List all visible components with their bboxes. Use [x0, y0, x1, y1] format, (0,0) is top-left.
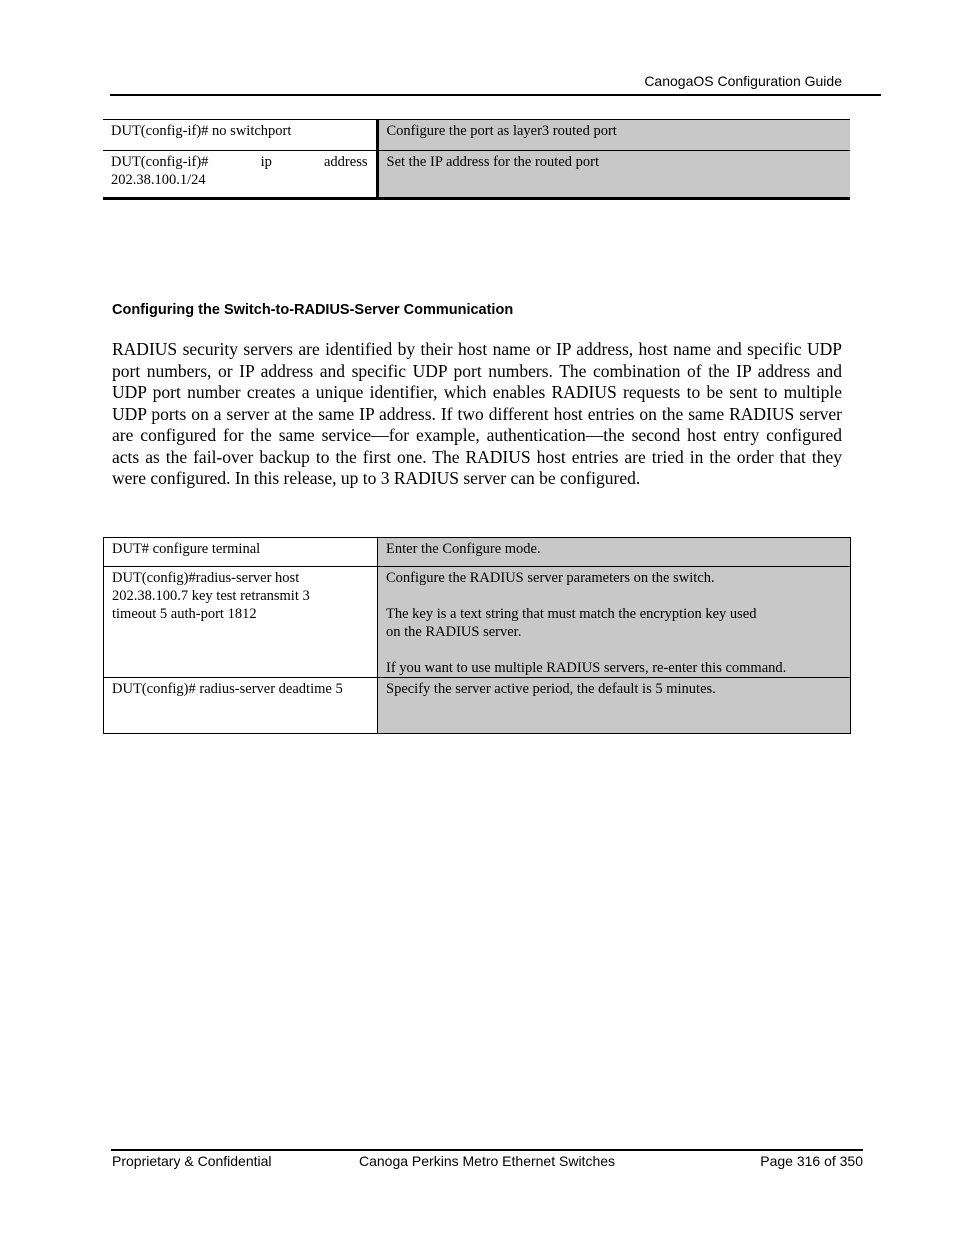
command-token: ip — [260, 154, 272, 170]
command-cell: DUT(config)# radius-server deadtime 5 — [104, 678, 378, 734]
line-gap — [386, 587, 842, 605]
guide-title: CanogaOS Configuration Guide — [644, 73, 842, 89]
footer-confidential: Proprietary & Confidential — [112, 1153, 272, 1169]
footer-company: Canoga Perkins Metro Ethernet Switches — [359, 1153, 616, 1169]
table-row — [104, 678, 851, 734]
command-line: timeout 5 auth-port 1812 — [112, 606, 257, 622]
table-row — [104, 567, 851, 678]
command-line: 202.38.100.1/24 — [111, 172, 206, 188]
footer-page-number: Page 316 of 350 — [760, 1153, 863, 1169]
description-cell: Specify the server active period, the default is 5 minutes. — [378, 678, 851, 734]
routed-port-command-table — [103, 119, 850, 200]
command-cell: DUT# configure terminal — [104, 538, 378, 567]
command-token: DUT(config-if)# — [111, 154, 209, 170]
description-cell: Set the IP address for the routed port — [377, 151, 850, 199]
description-cell — [378, 567, 851, 678]
description-line: Configure the RADIUS server parameters on the switch. — [386, 570, 715, 586]
description-line: If you want to use multiple RADIUS servers, re-enter this command. — [386, 660, 787, 676]
command-line: DUT(config)#radius-server host — [112, 570, 300, 586]
description-line: on the RADIUS server. — [386, 624, 522, 640]
header-divider — [110, 94, 881, 96]
table-row — [103, 151, 850, 199]
section-heading: Configuring the Switch-to-RADIUS-Server Communication — [112, 302, 514, 318]
command-line — [111, 153, 368, 171]
body-paragraph: RADIUS security servers are identified by their host name or IP address, host name and specific UDP port numbers, or IP address and specific UDP port numbers. The combination of the IP address and UDP port number creates a unique identifier, which enables RADIUS requests to be sent to multiple UDP ports on a server at the same IP address. If two different host entries on the same RADIUS server are configured for the same service—for example, authentication—the second host entry configured acts as the fail-over backup to the first one. The RADIUS host entries are tried in the order that they were configured. In this release, up to 3 RADIUS server can be configured. — [112, 339, 842, 488]
line-gap — [386, 641, 842, 659]
command-cell — [103, 151, 377, 199]
command-cell — [104, 567, 378, 678]
command-line: 202.38.100.7 key test retransmit 3 — [112, 588, 310, 604]
radius-command-table — [103, 537, 851, 734]
table-row — [104, 538, 851, 567]
command-token: address — [324, 154, 368, 170]
description-cell: Enter the Configure mode. — [378, 538, 851, 567]
description-cell: Configure the port as layer3 routed port — [377, 120, 850, 151]
description-line: The key is a text string that must match the encryption key used — [386, 606, 757, 622]
footer-divider — [111, 1149, 863, 1151]
table-row — [103, 120, 850, 151]
command-cell: DUT(config-if)# no switchport — [103, 120, 377, 151]
